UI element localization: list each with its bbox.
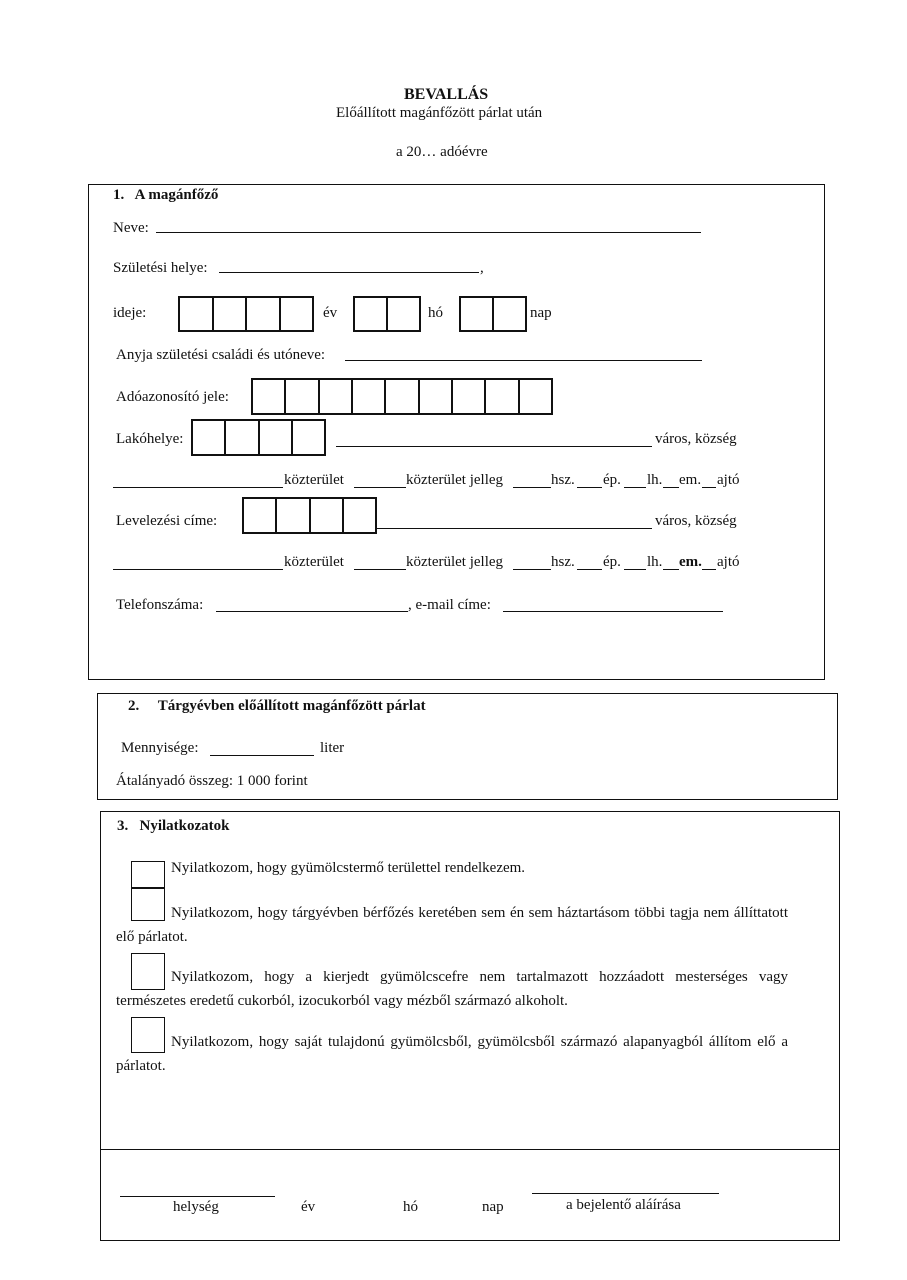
name-label: Neve:: [113, 220, 149, 236]
residence-door-field[interactable]: [702, 487, 716, 488]
declaration-4-text: Nyilatkozom, hogy saját tulajdonú gyümölcsből, gyümölcsből származó alapanyagból állítom elő a párlatot.: [116, 1034, 788, 1074]
mailing-house-no-field[interactable]: [513, 569, 551, 570]
mailing-street-label: közterület: [284, 554, 344, 570]
flat-tax-amount: Átalányadó összeg: 1 000 forint: [116, 773, 308, 789]
place-label: helység: [173, 1199, 219, 1215]
declaration-1-checkbox[interactable]: [131, 861, 165, 888]
birthplace-field[interactable]: [219, 272, 479, 273]
residence-floor-label: em.: [679, 472, 702, 488]
residence-stairway-field[interactable]: [624, 487, 646, 488]
residence-city-field[interactable]: [336, 446, 652, 447]
section-2-heading: 2. Tárgyévben előállított magánfőzött párlat: [128, 698, 426, 714]
signature-field[interactable]: [532, 1193, 719, 1194]
residence-house-no-label: hsz.: [551, 472, 575, 488]
quantity-field[interactable]: [210, 755, 314, 756]
residence-building-label: ép.: [603, 472, 621, 488]
email-label: , e-mail címe:: [408, 597, 491, 613]
mailing-street-type-label: közterület jelleg: [406, 554, 504, 570]
mother-name-field[interactable]: [345, 360, 702, 361]
mailing-door-field[interactable]: [702, 569, 716, 570]
tax-year: a 20… adóévre: [396, 144, 488, 160]
birthplace-comma: ,: [480, 260, 484, 276]
declaration-1-text: Nyilatkozom, hogy gyümölcstermő területtel rendelkezem.: [171, 860, 526, 876]
mailing-building-field[interactable]: [577, 569, 602, 570]
mailing-house-no-label: hsz.: [551, 554, 575, 570]
section-3-heading: 3. Nyilatkozatok: [117, 818, 230, 834]
residence-label: Lakóhelye:: [116, 431, 184, 447]
form-subtitle: Előállított magánfőzött párlat után: [336, 105, 543, 121]
mailing-city-suffix: város, község: [655, 513, 737, 529]
name-field[interactable]: [156, 232, 701, 233]
birthdate-label: ideje:: [113, 305, 147, 321]
residence-floor-field[interactable]: [663, 487, 679, 488]
residence-street-type-field[interactable]: [354, 487, 406, 488]
residence-postcode-cells[interactable]: [191, 419, 326, 456]
month-label: hó: [428, 305, 443, 321]
tax-id-cells[interactable]: [251, 378, 553, 415]
mailing-building-label: ép.: [603, 554, 621, 570]
residence-city-suffix: város, község: [655, 431, 737, 447]
mailing-stairway-label: lh.: [647, 554, 663, 570]
birthplace-label: Születési helye:: [113, 260, 208, 276]
mailing-street-type-field[interactable]: [354, 569, 406, 570]
residence-door-label: ajtó: [717, 472, 740, 488]
declaration-2-text: Nyilatkozom, hogy tárgyévben bérfőzés keretében sem én sem háztartásom többi tagja nem állíttatott elő párlatot.: [116, 905, 788, 945]
sign-day-label: nap: [482, 1199, 504, 1215]
sign-year-label: év: [301, 1199, 316, 1215]
day-label: nap: [530, 305, 552, 321]
birth-month-cells[interactable]: [353, 296, 421, 332]
tax-id-label: Adóazonosító jele:: [116, 389, 229, 405]
mailing-postcode-cells[interactable]: [242, 497, 377, 534]
residence-house-no-field[interactable]: [513, 487, 551, 488]
mailing-floor-label: em.: [679, 554, 702, 570]
signature-divider: [100, 1149, 840, 1150]
form-title: BEVALLÁS: [404, 86, 489, 103]
mailing-stairway-field[interactable]: [624, 569, 646, 570]
residence-building-field[interactable]: [577, 487, 602, 488]
phone-field[interactable]: [216, 611, 408, 612]
year-label: év: [323, 305, 338, 321]
mailing-door-label: ajtó: [717, 554, 740, 570]
declaration-3-text: Nyilatkozom, hogy a kierjedt gyümölcscefre nem tartalmazott hozzáadott mesterséges vagy természetes eredetű cukorból, izocukorból vagy mézből származó alkoholt.: [116, 969, 788, 1009]
residence-stairway-label: lh.: [647, 472, 663, 488]
quantity-unit: liter: [320, 740, 345, 756]
mailing-floor-field[interactable]: [663, 569, 679, 570]
birth-year-cells[interactable]: [178, 296, 314, 332]
residence-street-type-label: közterület jelleg: [406, 472, 504, 488]
sign-month-label: hó: [403, 1199, 418, 1215]
residence-street-field[interactable]: [113, 487, 283, 488]
phone-label: Telefonszáma:: [116, 597, 204, 613]
residence-street-label: közterület: [284, 472, 344, 488]
signature-label: a bejelentő aláírása: [566, 1197, 681, 1213]
mother-name-label: Anyja születési családi és utóneve:: [116, 347, 326, 363]
email-field[interactable]: [503, 611, 723, 612]
mailing-city-field[interactable]: [377, 528, 652, 529]
quantity-label: Mennyisége:: [121, 740, 199, 756]
place-field[interactable]: [120, 1196, 275, 1197]
mailing-street-field[interactable]: [113, 569, 283, 570]
birth-day-cells[interactable]: [459, 296, 527, 332]
mailing-label: Levelezési címe:: [116, 513, 218, 529]
section-1-heading: 1. A magánfőző: [113, 187, 219, 203]
